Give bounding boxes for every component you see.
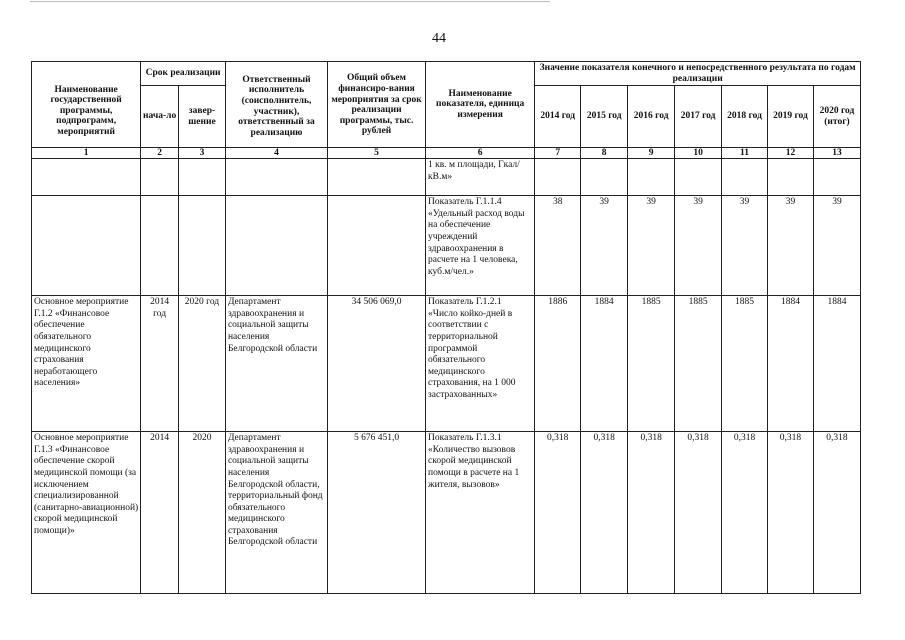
cell-indicator: 1 кв. м площади, Гкал/кВ.м» <box>426 159 535 196</box>
cell-start: 2014 <box>141 432 179 594</box>
column-number-row <box>32 148 861 159</box>
header-values: Значение показателя конечного и непосредственного результата по годам реализации <box>535 62 861 86</box>
cell-value: 0,318 <box>581 432 628 594</box>
cell-value: 1885 <box>675 296 722 432</box>
page-number: 44 <box>432 31 446 46</box>
header-start: нача-ло <box>141 86 179 148</box>
header-term: Срок реализации <box>141 62 226 86</box>
cell-value <box>813 159 860 196</box>
table-row <box>32 159 861 196</box>
cell-value: 39 <box>675 196 722 296</box>
cell-value: 39 <box>813 196 860 296</box>
header-year: 2015 год <box>581 86 628 148</box>
column-number: 2 <box>141 148 179 159</box>
header-year: 2016 год <box>628 86 675 148</box>
column-number: 1 <box>32 148 141 159</box>
header-name: Наименование государственной программы, подпрограмм, мероприятий <box>32 62 141 148</box>
cell-end: 2020 <box>179 432 226 594</box>
cell-value: 38 <box>535 196 581 296</box>
cell-value: 39 <box>581 196 628 296</box>
column-number: 3 <box>179 148 226 159</box>
table-row <box>32 432 861 594</box>
cell-value <box>535 159 581 196</box>
cell-end <box>179 196 226 296</box>
cell-executor: Департамент здравоохранения и социальной защиты населения Белгородской области, территориальный фонд обязательного медицинского страхования Белгородской области <box>225 432 327 594</box>
cell-value: 1886 <box>535 296 581 432</box>
cell-volume: 34 506 069,0 <box>328 296 426 432</box>
cell-volume <box>328 196 426 296</box>
cell-indicator: Показатель Г.1.1.4 «Удельный расход воды на обеспечение учреждений здравоохранения в расчете на 1 человека, куб.м/чел.» <box>426 196 535 296</box>
column-number: 13 <box>813 148 860 159</box>
cell-start: 2014 год <box>141 296 179 432</box>
cell-value <box>581 159 628 196</box>
cell-value: 0,318 <box>535 432 581 594</box>
cell-value: 0,318 <box>675 432 722 594</box>
cell-value: 39 <box>628 196 675 296</box>
column-number: 12 <box>768 148 814 159</box>
cell-value <box>768 159 814 196</box>
cell-value: 1884 <box>813 296 860 432</box>
cell-indicator: Показатель Г.1.2.1 «Число койко-дней в соответствии с территориальной программой обязательного медицинского страхования, на 1 000 застрахованных» <box>426 296 535 432</box>
header-year: 2017 год <box>675 86 722 148</box>
scan-edge-line <box>30 1 550 2</box>
cell-value: 39 <box>768 196 814 296</box>
cell-value: 0,318 <box>722 432 768 594</box>
cell-volume: 5 676 451,0 <box>328 432 426 594</box>
cell-value: 39 <box>722 196 768 296</box>
cell-end: 2020 год <box>179 296 226 432</box>
cell-name: Основное мероприятие Г.1.3 «Финансовое обеспечение скорой медицинской помощи (за исключением специализированной (санитарно-авиационной) скорой медицинской помощи)» <box>32 432 141 594</box>
cell-name <box>32 159 141 196</box>
cell-value: 0,318 <box>628 432 675 594</box>
cell-value <box>628 159 675 196</box>
cell-name: Основное мероприятие Г.1.2 «Финансовое обеспечение обязательного медицинского страхования неработающего населения» <box>32 296 141 432</box>
header-year: 2018 год <box>722 86 768 148</box>
cell-executor <box>225 159 327 196</box>
header-end: завер-шение <box>179 86 226 148</box>
cell-name <box>32 196 141 296</box>
cell-value: 1884 <box>768 296 814 432</box>
column-number: 10 <box>675 148 722 159</box>
cell-start <box>141 159 179 196</box>
cell-value: 0,318 <box>768 432 814 594</box>
column-number: 4 <box>225 148 327 159</box>
cell-value: 1885 <box>628 296 675 432</box>
header-executor: Ответственный исполнитель (соисполнитель, участник), ответственный за реализацию <box>225 62 327 148</box>
header-volume: Общий объем финансиро-вания мероприятия за срок реализации программы, тыс. рублей <box>328 62 426 148</box>
cell-executor <box>225 196 327 296</box>
cell-value: 1884 <box>581 296 628 432</box>
header-year: 2019 год <box>768 86 814 148</box>
column-number: 5 <box>328 148 426 159</box>
column-number: 9 <box>628 148 675 159</box>
table-row <box>32 196 861 296</box>
cell-indicator: Показатель Г.1.3.1 «Количество вызовов скорой медицинской помощи в расчете на 1 жителя, вызовов» <box>426 432 535 594</box>
cell-value <box>675 159 722 196</box>
cell-value: 1885 <box>722 296 768 432</box>
cell-start <box>141 196 179 296</box>
column-number: 7 <box>535 148 581 159</box>
column-number: 11 <box>722 148 768 159</box>
program-table <box>31 61 861 594</box>
column-number: 6 <box>426 148 535 159</box>
cell-value: 0,318 <box>813 432 860 594</box>
header-year: 2014 год <box>535 86 581 148</box>
header-indicator: Наименование показателя, единица измерения <box>426 62 535 148</box>
cell-volume <box>328 159 426 196</box>
cell-end <box>179 159 226 196</box>
cell-executor: Департамент здравоохранения и социальной защиты населения Белгородской области <box>225 296 327 432</box>
cell-value <box>722 159 768 196</box>
table-row <box>32 296 861 432</box>
header-year: 2020 год (итог) <box>813 86 860 148</box>
column-number: 8 <box>581 148 628 159</box>
